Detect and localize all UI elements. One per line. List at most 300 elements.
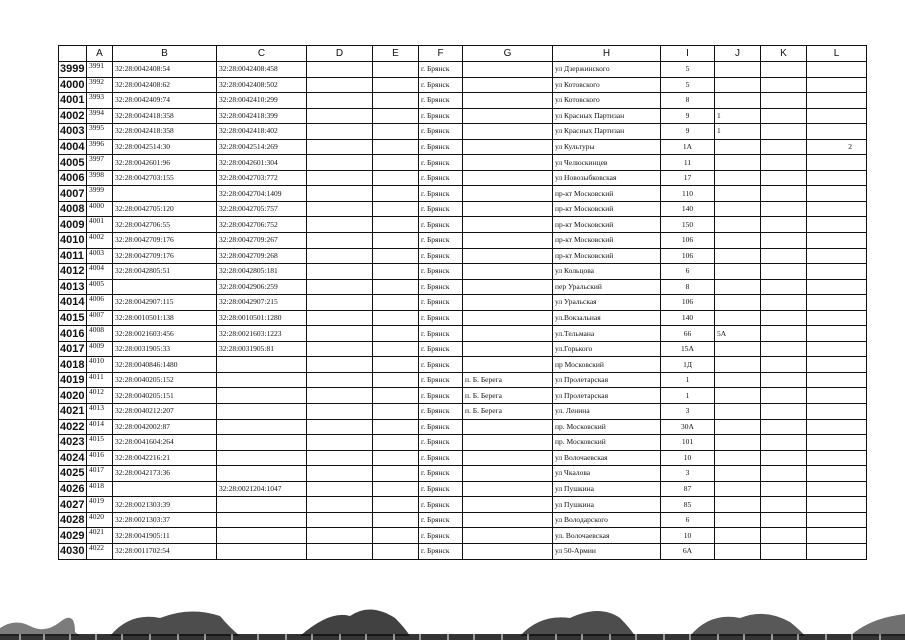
cell-e <box>373 124 419 140</box>
cell-e <box>373 419 419 435</box>
cell-k <box>761 357 807 373</box>
cell-c: 32:28:0010501:1280 <box>217 310 307 326</box>
cell-f: г. Брянск <box>419 528 463 544</box>
row-number: 4018 <box>59 357 87 373</box>
cell-c: 32:28:0021204:1047 <box>217 481 307 497</box>
cell-a: 4020 <box>87 512 113 528</box>
cell-j: 5А <box>715 326 761 342</box>
scan-noise-artifact <box>0 588 905 640</box>
cell-g <box>463 279 553 295</box>
cell-j <box>715 388 761 404</box>
cell-c <box>217 419 307 435</box>
cell-c: 32:28:0042703:772 <box>217 170 307 186</box>
cell-h: пр. Московский <box>553 435 661 451</box>
cell-g <box>463 512 553 528</box>
cell-d <box>307 372 373 388</box>
cell-k <box>761 404 807 420</box>
cell-a: 4017 <box>87 466 113 482</box>
cell-b: 32:28:0042216:21 <box>113 450 217 466</box>
cell-k <box>761 108 807 124</box>
cell-j <box>715 372 761 388</box>
cell-e <box>373 326 419 342</box>
cell-h: пр-кт Московский <box>553 201 661 217</box>
cell-b <box>113 279 217 295</box>
cell-g <box>463 124 553 140</box>
cell-l <box>807 264 867 280</box>
row-number: 4001 <box>59 93 87 109</box>
row-number: 4011 <box>59 248 87 264</box>
cell-g <box>463 108 553 124</box>
cell-a: 4019 <box>87 497 113 513</box>
cell-c: 32:28:0042705:757 <box>217 201 307 217</box>
cell-d <box>307 217 373 233</box>
table-row <box>59 170 867 186</box>
cell-a: 4012 <box>87 388 113 404</box>
cell-k <box>761 170 807 186</box>
cell-e <box>373 62 419 78</box>
cell-f: г. Брянск <box>419 372 463 388</box>
cell-h: ул. Ленина <box>553 404 661 420</box>
cell-b: 32:28:0021603:456 <box>113 326 217 342</box>
cell-e <box>373 404 419 420</box>
table-row <box>59 139 867 155</box>
cell-c <box>217 543 307 559</box>
cell-l: 2 <box>807 139 867 155</box>
data-table <box>58 45 867 560</box>
cell-k <box>761 435 807 451</box>
row-number: 4024 <box>59 450 87 466</box>
cell-i: 8 <box>661 279 715 295</box>
cell-j <box>715 170 761 186</box>
cell-k <box>761 543 807 559</box>
cell-l <box>807 435 867 451</box>
cell-d <box>307 388 373 404</box>
cell-a: 4004 <box>87 264 113 280</box>
cell-d <box>307 326 373 342</box>
row-number: 4013 <box>59 279 87 295</box>
cell-g <box>463 201 553 217</box>
cell-d <box>307 201 373 217</box>
cell-e <box>373 357 419 373</box>
row-number: 4003 <box>59 124 87 140</box>
cell-c: 32:28:0042704:1409 <box>217 186 307 202</box>
cell-b: 32:28:0040205:152 <box>113 372 217 388</box>
cell-j <box>715 404 761 420</box>
cell-g <box>463 528 553 544</box>
cell-i: 106 <box>661 233 715 249</box>
cell-h: ул Пролетарская <box>553 388 661 404</box>
cell-g <box>463 341 553 357</box>
cell-i: 6А <box>661 543 715 559</box>
cell-e <box>373 233 419 249</box>
cell-j <box>715 512 761 528</box>
cell-i: 1Д <box>661 357 715 373</box>
table-row <box>59 388 867 404</box>
table-row <box>59 93 867 109</box>
cell-j <box>715 543 761 559</box>
row-number: 4025 <box>59 466 87 482</box>
cell-d <box>307 435 373 451</box>
cell-i: 106 <box>661 295 715 311</box>
cell-c: 32:28:0042709:267 <box>217 233 307 249</box>
cell-h: пр-кт Московский <box>553 248 661 264</box>
cell-f: г. Брянск <box>419 341 463 357</box>
cell-c <box>217 435 307 451</box>
table-row <box>59 233 867 249</box>
cell-g <box>463 310 553 326</box>
cell-e <box>373 450 419 466</box>
cell-l <box>807 279 867 295</box>
cell-h: пр-кт Московский <box>553 217 661 233</box>
cell-i: 3 <box>661 404 715 420</box>
cell-l <box>807 357 867 373</box>
cell-c: 32:28:0042410:299 <box>217 93 307 109</box>
cell-f: г. Брянск <box>419 295 463 311</box>
cell-c <box>217 372 307 388</box>
column-header-k: K <box>761 46 807 62</box>
cell-h: ул Пушкина <box>553 497 661 513</box>
cell-a: 4013 <box>87 404 113 420</box>
cell-l <box>807 295 867 311</box>
cell-e <box>373 512 419 528</box>
cell-i: 1 <box>661 372 715 388</box>
row-number: 4016 <box>59 326 87 342</box>
cell-l <box>807 466 867 482</box>
cell-c <box>217 388 307 404</box>
cell-l <box>807 186 867 202</box>
cell-i: 9 <box>661 124 715 140</box>
cell-a: 4021 <box>87 528 113 544</box>
table-row <box>59 497 867 513</box>
cell-h: ул Кольцова <box>553 264 661 280</box>
cell-j <box>715 466 761 482</box>
cell-k <box>761 450 807 466</box>
cell-d <box>307 124 373 140</box>
cell-f: г. Брянск <box>419 139 463 155</box>
cell-a: 4010 <box>87 357 113 373</box>
cell-l <box>807 512 867 528</box>
cell-b: 32:28:0011702:54 <box>113 543 217 559</box>
cell-c: 32:28:0021603:1223 <box>217 326 307 342</box>
cell-a: 3993 <box>87 93 113 109</box>
column-header-h: H <box>553 46 661 62</box>
cell-c <box>217 357 307 373</box>
cell-i: 6 <box>661 512 715 528</box>
cell-g <box>463 139 553 155</box>
cell-i: 5 <box>661 62 715 78</box>
row-number: 4017 <box>59 341 87 357</box>
cell-c: 32:28:0042906:259 <box>217 279 307 295</box>
row-number: 4028 <box>59 512 87 528</box>
cell-b: 32:28:0042907:115 <box>113 295 217 311</box>
cell-l <box>807 404 867 420</box>
cell-l <box>807 450 867 466</box>
cell-f: г. Брянск <box>419 248 463 264</box>
cell-j <box>715 357 761 373</box>
cell-f: г. Брянск <box>419 357 463 373</box>
row-number: 4006 <box>59 170 87 186</box>
cell-i: 5 <box>661 77 715 93</box>
row-number: 4005 <box>59 155 87 171</box>
table-row <box>59 77 867 93</box>
cell-e <box>373 528 419 544</box>
cell-f: г. Брянск <box>419 326 463 342</box>
cell-c <box>217 497 307 513</box>
cell-b: 32:28:0042703:155 <box>113 170 217 186</box>
cell-d <box>307 341 373 357</box>
cell-f: г. Брянск <box>419 201 463 217</box>
cell-j <box>715 77 761 93</box>
cell-h: ул Новозыбковская <box>553 170 661 186</box>
cell-f: г. Брянск <box>419 93 463 109</box>
cell-k <box>761 466 807 482</box>
cell-k <box>761 124 807 140</box>
table-row <box>59 124 867 140</box>
cell-a: 3991 <box>87 62 113 78</box>
cell-c: 32:28:0042514:269 <box>217 139 307 155</box>
cell-h: ул Пушкина <box>553 481 661 497</box>
table-row <box>59 264 867 280</box>
cell-c: 32:28:0042907:215 <box>217 295 307 311</box>
cell-i: 1 <box>661 388 715 404</box>
cell-d <box>307 295 373 311</box>
cell-b: 32:28:0042408:54 <box>113 62 217 78</box>
cell-k <box>761 233 807 249</box>
table-row <box>59 248 867 264</box>
cell-e <box>373 388 419 404</box>
cell-l <box>807 108 867 124</box>
cell-b: 32:28:0042002:87 <box>113 419 217 435</box>
cell-a: 4006 <box>87 295 113 311</box>
cell-e <box>373 108 419 124</box>
cell-d <box>307 543 373 559</box>
cell-a: 4022 <box>87 543 113 559</box>
cell-k <box>761 155 807 171</box>
row-number: 4002 <box>59 108 87 124</box>
cell-e <box>373 435 419 451</box>
cell-i: 11 <box>661 155 715 171</box>
cell-k <box>761 372 807 388</box>
cell-k <box>761 264 807 280</box>
row-number: 4019 <box>59 372 87 388</box>
table-row <box>59 155 867 171</box>
cell-k <box>761 77 807 93</box>
cell-h: пр Московский <box>553 357 661 373</box>
cell-j <box>715 528 761 544</box>
cell-f: г. Брянск <box>419 77 463 93</box>
row-number: 4014 <box>59 295 87 311</box>
cell-a: 4009 <box>87 341 113 357</box>
cell-g <box>463 155 553 171</box>
cell-l <box>807 62 867 78</box>
cell-e <box>373 341 419 357</box>
cell-i: 85 <box>661 497 715 513</box>
cell-j <box>715 341 761 357</box>
cell-e <box>373 264 419 280</box>
cell-b: 32:28:0041905:11 <box>113 528 217 544</box>
cell-i: 66 <box>661 326 715 342</box>
table-row <box>59 108 867 124</box>
cell-e <box>373 310 419 326</box>
cell-e <box>373 201 419 217</box>
cell-b: 32:28:0042601:96 <box>113 155 217 171</box>
cell-k <box>761 388 807 404</box>
cell-c: 32:28:0042805:181 <box>217 264 307 280</box>
cell-k <box>761 497 807 513</box>
cell-c: 32:28:0042418:399 <box>217 108 307 124</box>
table-row <box>59 528 867 544</box>
column-header-i: I <box>661 46 715 62</box>
cell-h: пр-кт Московский <box>553 233 661 249</box>
cell-h: пр. Московский <box>553 419 661 435</box>
cell-f: г. Брянск <box>419 497 463 513</box>
table-row <box>59 62 867 78</box>
cell-f: г. Брянск <box>419 435 463 451</box>
row-number: 4023 <box>59 435 87 451</box>
column-header-e: E <box>373 46 419 62</box>
cell-j <box>715 201 761 217</box>
cell-i: 10 <box>661 528 715 544</box>
cell-h: ул 50-Армии <box>553 543 661 559</box>
cell-k <box>761 310 807 326</box>
table-row <box>59 186 867 202</box>
cell-h: ул Чкалова <box>553 466 661 482</box>
cell-k <box>761 62 807 78</box>
cell-i: 1А <box>661 139 715 155</box>
cell-f: г. Брянск <box>419 170 463 186</box>
cell-d <box>307 450 373 466</box>
cell-b: 32:28:0042173:36 <box>113 466 217 482</box>
cell-d <box>307 170 373 186</box>
cell-g <box>463 466 553 482</box>
cell-k <box>761 279 807 295</box>
cell-j <box>715 419 761 435</box>
cell-c: 32:28:0031905:81 <box>217 341 307 357</box>
cell-k <box>761 341 807 357</box>
cell-i: 30А <box>661 419 715 435</box>
cell-d <box>307 77 373 93</box>
cell-f: г. Брянск <box>419 512 463 528</box>
table-row <box>59 357 867 373</box>
cell-f: г. Брянск <box>419 310 463 326</box>
cell-d <box>307 155 373 171</box>
cell-j <box>715 450 761 466</box>
cell-f: г. Брянск <box>419 419 463 435</box>
cell-h: ул.Тельмана <box>553 326 661 342</box>
table-row <box>59 279 867 295</box>
cell-i: 87 <box>661 481 715 497</box>
cell-k <box>761 139 807 155</box>
row-number: 4004 <box>59 139 87 155</box>
cell-g <box>463 170 553 186</box>
cell-j: 1 <box>715 124 761 140</box>
cell-b: 32:28:0042709:176 <box>113 248 217 264</box>
cell-i: 6 <box>661 264 715 280</box>
cell-g <box>463 497 553 513</box>
cell-i: 101 <box>661 435 715 451</box>
cell-i: 10 <box>661 450 715 466</box>
cell-a: 3995 <box>87 124 113 140</box>
cell-e <box>373 481 419 497</box>
cell-d <box>307 264 373 280</box>
cell-e <box>373 170 419 186</box>
cell-d <box>307 310 373 326</box>
table-row <box>59 326 867 342</box>
cell-b: 32:28:0040205:151 <box>113 388 217 404</box>
cell-b: 32:28:0031905:33 <box>113 341 217 357</box>
cell-f: г. Брянск <box>419 481 463 497</box>
table-row <box>59 310 867 326</box>
table-row <box>59 450 867 466</box>
cell-k <box>761 248 807 264</box>
cell-b: 32:28:0040846:1480 <box>113 357 217 373</box>
cell-d <box>307 233 373 249</box>
cell-f: г. Брянск <box>419 233 463 249</box>
cell-h: ул Володарского <box>553 512 661 528</box>
cell-a: 4008 <box>87 326 113 342</box>
cell-b: 32:28:0042514:30 <box>113 139 217 155</box>
row-number: 4008 <box>59 201 87 217</box>
cell-j <box>715 435 761 451</box>
cell-d <box>307 248 373 264</box>
cell-b: 32:28:0042709:176 <box>113 233 217 249</box>
row-number: 4015 <box>59 310 87 326</box>
cell-f: г. Брянск <box>419 124 463 140</box>
cell-h: ул.Горького <box>553 341 661 357</box>
cell-a: 3998 <box>87 170 113 186</box>
cell-h: ул Челюскинцев <box>553 155 661 171</box>
corner-header <box>59 46 87 62</box>
cell-e <box>373 155 419 171</box>
cell-g <box>463 326 553 342</box>
cell-g <box>463 357 553 373</box>
cell-c: 32:28:0042601:304 <box>217 155 307 171</box>
cell-k <box>761 419 807 435</box>
table-row <box>59 404 867 420</box>
cell-j <box>715 93 761 109</box>
cell-a: 4015 <box>87 435 113 451</box>
cell-a: 4005 <box>87 279 113 295</box>
cell-b: 32:28:0042418:358 <box>113 124 217 140</box>
cell-d <box>307 139 373 155</box>
row-number: 4012 <box>59 264 87 280</box>
cell-f: г. Брянск <box>419 108 463 124</box>
cell-c: 32:28:0042709:268 <box>217 248 307 264</box>
cell-j: 1 <box>715 108 761 124</box>
cell-f: г. Брянск <box>419 279 463 295</box>
cell-g <box>463 264 553 280</box>
column-header-j: J <box>715 46 761 62</box>
cell-j <box>715 279 761 295</box>
cell-d <box>307 62 373 78</box>
cell-l <box>807 543 867 559</box>
cell-i: 140 <box>661 310 715 326</box>
cell-c <box>217 466 307 482</box>
cell-i: 150 <box>661 217 715 233</box>
cell-h: ул Красных Партизан <box>553 124 661 140</box>
table-row <box>59 295 867 311</box>
cell-a: 4002 <box>87 233 113 249</box>
cell-g <box>463 450 553 466</box>
cell-b: 32:28:0042705:120 <box>113 201 217 217</box>
cell-b: 32:28:0010501:138 <box>113 310 217 326</box>
cell-l <box>807 388 867 404</box>
cell-k <box>761 481 807 497</box>
table-row <box>59 512 867 528</box>
cell-h: ул Красных Партизан <box>553 108 661 124</box>
cell-b: 32:28:0041604:264 <box>113 435 217 451</box>
cell-a: 3994 <box>87 108 113 124</box>
